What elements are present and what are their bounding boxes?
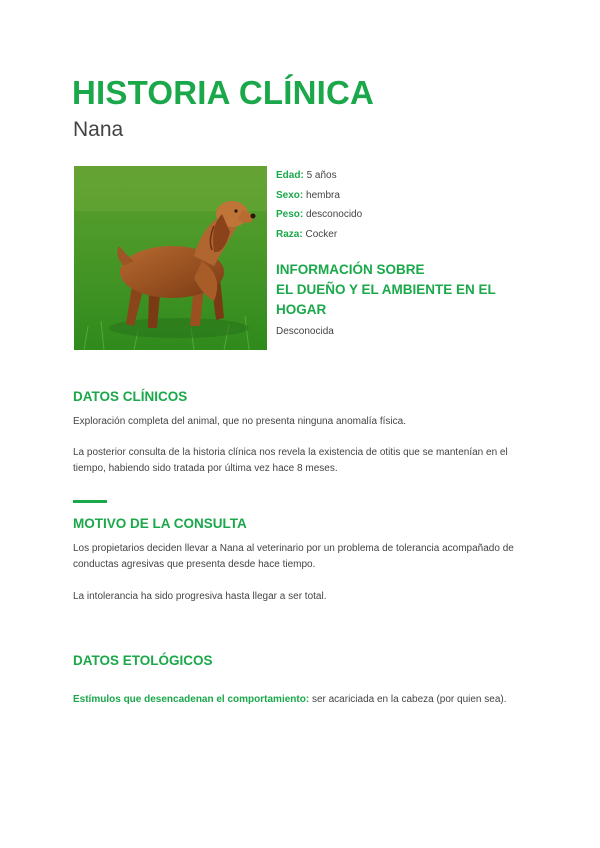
- ethology-paragraph: [73, 689, 523, 711]
- patient-facts: [276, 166, 362, 244]
- clinical-section-heading: DATOS CLÍNICOS: [73, 389, 188, 404]
- fact-breed: [276, 225, 362, 245]
- fact-value: 5 años: [306, 170, 337, 181]
- fact-label: Sexo:: [276, 189, 304, 201]
- fact-label: Edad:: [276, 170, 304, 181]
- reason-paragraph-2: La intolerancia ha sido progresiva hasta llegar a ser total.: [73, 591, 327, 602]
- ethology-text: ser acariciada en la cabeza (por quien sea).: [309, 694, 507, 705]
- reason-section-heading: MOTIVO DE LA CONSULTA: [73, 516, 247, 531]
- dog-photo: [74, 166, 267, 350]
- section-divider: [73, 500, 107, 503]
- fact-value: Cocker: [305, 228, 338, 240]
- owner-section-heading: [276, 260, 516, 320]
- owner-info-text: Desconocida: [276, 326, 334, 337]
- fact-sex: [276, 186, 362, 206]
- patient-name: Nana: [73, 118, 124, 141]
- ethology-label: Estímulos que desencadenan el comportamiento:: [73, 694, 310, 705]
- owner-heading-line: HOGAR: [276, 302, 327, 317]
- fact-label: Peso:: [276, 209, 304, 220]
- fact-value: hembra: [306, 189, 340, 201]
- clinical-paragraph-2: La posterior consulta de la historia clínica nos revela la existencia de otitis que se mantenían en el tiempo, habiendo sido tratada por última vez hace 8 meses.: [73, 447, 508, 474]
- fact-label: Raza:: [276, 228, 303, 240]
- fact-age: [276, 166, 362, 186]
- owner-heading-line: INFORMACIÓN SOBRE: [276, 262, 425, 277]
- page-title: HISTORIA CLÍNICA: [72, 74, 375, 111]
- ethology-section-heading: DATOS ETOLÓGICOS: [73, 653, 213, 668]
- clinical-paragraph-1: Exploración completa del animal, que no presenta ninguna anomalía física.: [73, 416, 406, 427]
- reason-paragraph-1: Los propietarios deciden llevar a Nana al veterinario por un problema de tolerancia acompañado de conductas agresivas que presenta desde hace tiempo.: [73, 543, 514, 570]
- owner-heading-line: EL DUEÑO Y EL AMBIENTE EN EL: [276, 282, 496, 297]
- dog-photo-image: [74, 166, 267, 350]
- fact-value: desconocido: [306, 209, 363, 220]
- fact-weight: [276, 205, 362, 225]
